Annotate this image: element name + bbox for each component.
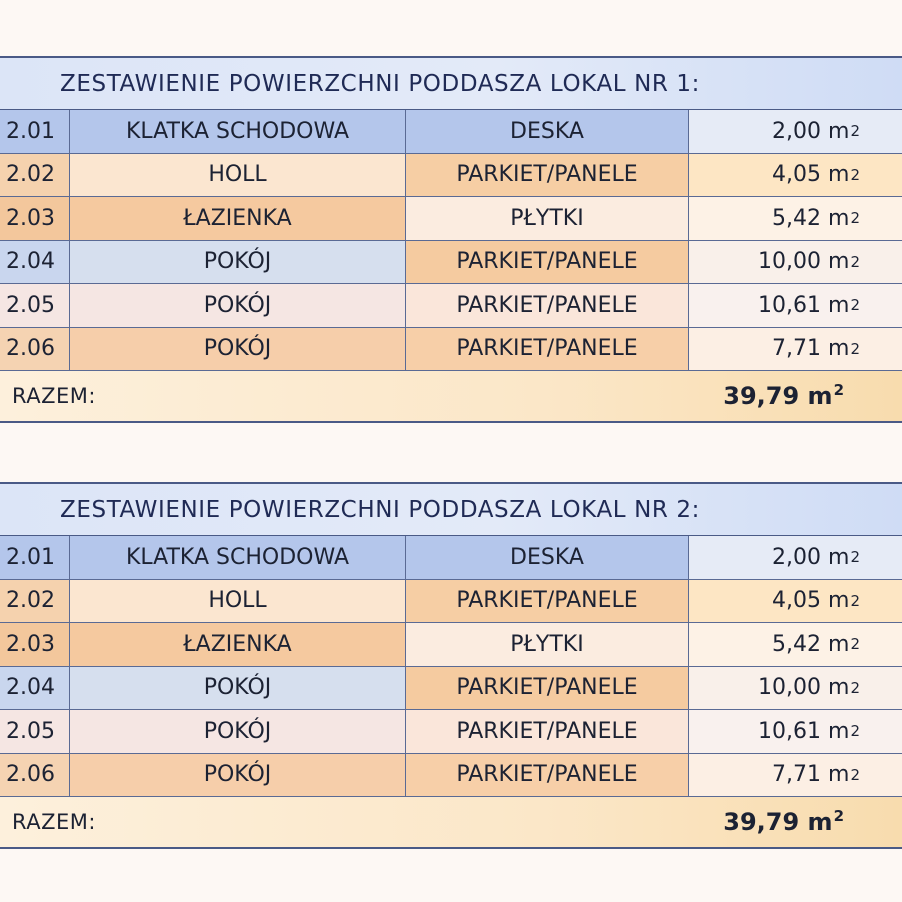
table-row (0, 754, 902, 798)
area-value: 10,61 (758, 718, 822, 744)
room-name: POKÓJ (70, 284, 406, 327)
floor-finish: PŁYTKI (406, 197, 689, 240)
area-unit-exponent: 2 (850, 165, 860, 184)
room-number: 2.04 (0, 667, 70, 710)
room-area (689, 710, 902, 753)
area-unit: m (828, 336, 850, 362)
room-number: 2.01 (0, 110, 70, 153)
room-number: 2.06 (0, 328, 70, 371)
area-unit-exponent: 2 (850, 122, 860, 141)
area-unit: m (828, 588, 850, 614)
room-name: HOLL (70, 154, 406, 197)
area-value: 10,61 (758, 292, 822, 318)
area-unit: m (828, 631, 850, 657)
room-name: POKÓJ (70, 710, 406, 753)
area-unit: m (828, 544, 850, 570)
table-title: ZESTAWIENIE POWIERZCHNI PODDASZA LOKAL NR 1: (0, 58, 902, 110)
total-value (723, 381, 844, 410)
area-unit: m (828, 118, 850, 144)
total-unit: m (807, 382, 833, 410)
table-row (0, 284, 902, 328)
area-value: 10,00 (758, 675, 822, 701)
area-unit-exponent: 2 (850, 591, 860, 610)
area-value: 4,05 (772, 588, 822, 614)
room-name: ŁAZIENKA (70, 623, 406, 666)
room-number: 2.05 (0, 284, 70, 327)
area-unit: m (828, 249, 850, 275)
floor-finish: PŁYTKI (406, 623, 689, 666)
table-row (0, 623, 902, 667)
area-unit: m (828, 292, 850, 318)
room-number: 2.03 (0, 623, 70, 666)
table-row (0, 154, 902, 198)
room-number: 2.04 (0, 241, 70, 284)
room-area (689, 623, 902, 666)
table-row (0, 667, 902, 711)
room-number: 2.06 (0, 754, 70, 797)
floor-finish: PARKIET/PANELE (406, 241, 689, 284)
area-value: 5,42 (772, 205, 822, 231)
room-area (689, 328, 902, 371)
room-area (689, 284, 902, 327)
area-unit-exponent: 2 (850, 339, 860, 358)
floor-finish: PARKIET/PANELE (406, 667, 689, 710)
total-row (0, 797, 902, 847)
area-unit-exponent: 2 (850, 252, 860, 271)
area-unit-exponent: 2 (850, 209, 860, 228)
total-unit: m (807, 808, 833, 836)
floor-finish: PARKIET/PANELE (406, 580, 689, 623)
total-unit-exponent: 2 (833, 381, 844, 399)
total-value (723, 807, 844, 836)
area-unit: m (828, 162, 850, 188)
room-area (689, 154, 902, 197)
table-title: ZESTAWIENIE POWIERZCHNI PODDASZA LOKAL NR 2: (0, 484, 902, 536)
total-number: 39,79 (723, 382, 800, 410)
room-area (689, 580, 902, 623)
room-name: POKÓJ (70, 328, 406, 371)
room-name: POKÓJ (70, 241, 406, 284)
area-table-2 (0, 482, 902, 849)
floor-finish: PARKIET/PANELE (406, 710, 689, 753)
room-area (689, 197, 902, 240)
room-number: 2.01 (0, 536, 70, 579)
room-area (689, 667, 902, 710)
room-number: 2.03 (0, 197, 70, 240)
area-value: 10,00 (758, 249, 822, 275)
area-unit-exponent: 2 (850, 296, 860, 315)
floor-finish: DESKA (406, 536, 689, 579)
room-area (689, 110, 902, 153)
area-unit-exponent: 2 (850, 635, 860, 654)
area-table-1 (0, 56, 902, 423)
floor-finish: PARKIET/PANELE (406, 328, 689, 371)
table-row (0, 710, 902, 754)
table-row (0, 241, 902, 285)
room-name: KLATKA SCHODOWA (70, 536, 406, 579)
floor-finish: PARKIET/PANELE (406, 284, 689, 327)
room-area (689, 754, 902, 797)
area-unit: m (828, 718, 850, 744)
area-value: 2,00 (772, 118, 822, 144)
room-name: HOLL (70, 580, 406, 623)
room-area (689, 241, 902, 284)
area-value: 4,05 (772, 162, 822, 188)
area-unit-exponent: 2 (850, 765, 860, 784)
total-row (0, 371, 902, 421)
floor-finish: DESKA (406, 110, 689, 153)
area-value: 2,00 (772, 544, 822, 570)
table-row (0, 580, 902, 624)
total-number: 39,79 (723, 808, 800, 836)
floor-finish: PARKIET/PANELE (406, 154, 689, 197)
area-unit-exponent: 2 (850, 722, 860, 741)
total-label: RAZEM: (12, 810, 96, 834)
room-number: 2.02 (0, 580, 70, 623)
floor-finish: PARKIET/PANELE (406, 754, 689, 797)
area-unit: m (828, 205, 850, 231)
room-name: POKÓJ (70, 667, 406, 710)
table-row (0, 536, 902, 580)
room-name: POKÓJ (70, 754, 406, 797)
room-number: 2.02 (0, 154, 70, 197)
area-value: 5,42 (772, 631, 822, 657)
total-unit-exponent: 2 (833, 807, 844, 825)
total-label: RAZEM: (12, 384, 96, 408)
area-unit: m (828, 762, 850, 788)
area-unit-exponent: 2 (850, 678, 860, 697)
table-row (0, 197, 902, 241)
table-row (0, 328, 902, 372)
table-row (0, 110, 902, 154)
area-unit: m (828, 675, 850, 701)
room-number: 2.05 (0, 710, 70, 753)
room-name: KLATKA SCHODOWA (70, 110, 406, 153)
area-unit-exponent: 2 (850, 548, 860, 567)
area-value: 7,71 (772, 762, 822, 788)
room-area (689, 536, 902, 579)
area-value: 7,71 (772, 336, 822, 362)
room-name: ŁAZIENKA (70, 197, 406, 240)
